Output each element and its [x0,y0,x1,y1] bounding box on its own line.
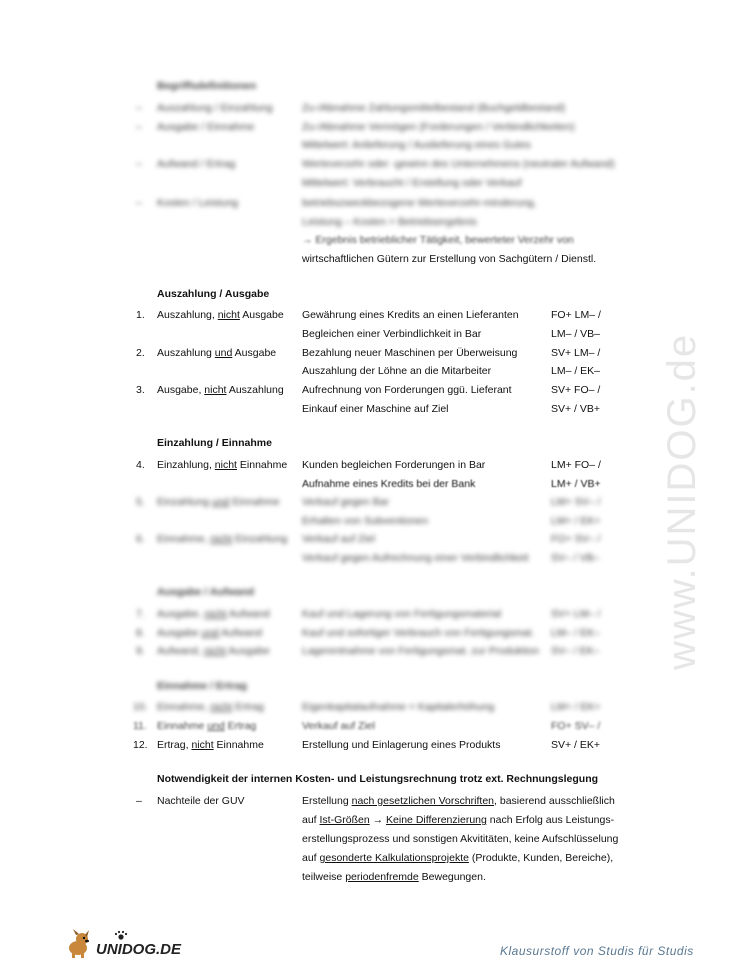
def-desc: Zu-/Abnahme Vermögen (Forderungen / Verbindlichkeiten) [302,121,575,133]
table-row [0,717,750,735]
row-booking: FO+ SV– / [551,720,601,732]
row-term: Einzahlung und Einnahme [157,496,280,508]
def-row [0,194,750,212]
row-example: Kunden begleichen Forderungen in Bar [302,459,486,471]
row-booking: SV+ LM– / [551,608,601,620]
row-term: Einnahme, nicht Einzahlung [157,533,288,545]
table-row [0,736,750,754]
def-desc: wirtschaftlichen Gütern zur Erstellung von Sachgütern / Dienstl. [302,253,597,265]
row-example: Aufrechnung von Forderungen ggü. Lieferant [302,384,512,396]
row-term: Aufwand, nicht Ausgabe [157,645,270,657]
def-row [0,174,750,192]
def-desc: Mittelwert: Anlieferung / Auslieferung eines Gutes [302,139,531,151]
row-number: 7. [136,608,145,620]
def-row [0,99,750,117]
row-number: 3. [136,384,145,396]
row-number: 1. [136,309,145,321]
row-example: Begleichen einer Verbindlichkeit in Bar [302,328,482,340]
row-booking: LM+ / EK+ [551,515,601,527]
row-term: Ausgabe und Aufwand [157,627,263,639]
row-number: 11. [133,720,147,732]
def-dash: – [136,121,142,133]
unidog-logo [66,926,206,960]
row-booking: SV+ LM– / [551,347,601,359]
row-booking: LM+ SV– / [551,496,601,508]
row-example: Kauf und Lagerung von Fertigungsmaterial [302,608,502,620]
row-example: Gewährung eines Kredits an einen Lieferanten [302,309,519,321]
row-term: Auszahlung und Ausgabe [157,347,277,359]
def-dash: – [136,102,142,114]
row-term: Einnahme und Ertrag [157,720,257,732]
row-booking: LM+ / VB+ [551,478,601,490]
row-term: Ertrag, nicht Einnahme [157,739,264,751]
row-example: Verkauf gegen Aufrechnung einer Verbindlichkeit [302,552,529,564]
footer-tagline: Klausurstoff von Studis für Studis [500,944,694,958]
row-number: 6. [136,533,145,545]
row-number: 8. [136,627,145,639]
row-number: 10. [133,701,148,713]
row-dash: – [136,795,142,807]
watermark [580,240,750,700]
row-term: Auszahlung, nicht Ausgabe [157,309,284,321]
def-desc: Zu-/Abnahme Zahlungsmittelbestand (Buchgeldbestand) [302,102,566,114]
section-heading: Notwendigkeit der internen Kosten- und Leistungsrechnung trotz ext. Rechnungslegung [157,773,599,785]
def-dash: – [136,197,142,209]
row-term: Ausgabe, nicht Aufwand [157,608,270,620]
row-example: Verkauf auf Ziel [302,720,375,732]
row-booking: LM– / EK– [551,627,601,639]
defs-heading: Begriffsdefinitionen [157,80,257,92]
dog-icon [69,929,89,958]
logo-text: UNIDOG.DE [96,941,182,958]
watermark-text: www.UNIDOG.de [660,332,704,670]
row-number: 4. [136,459,145,471]
row-number: 12. [133,739,148,751]
row-booking: SV– / EK– [551,645,600,657]
row-booking: FO+ SV– / [551,533,601,545]
row-booking: SV+ / EK+ [551,739,601,751]
row-booking: LM+ / EK+ [551,701,601,713]
def-row [0,118,750,136]
section-heading: Auszahlung / Ausgabe [157,288,270,300]
row-booking: SV+ / VB+ [551,403,601,415]
def-desc: betriebszweckbezogene Werteverzehr-minderung, [302,197,537,209]
gu-paragraph: Erstellung nach gesetzlichen Vorschriften, basierend ausschließlich auf Ist-Größen → Keine Differenzierung nach Erfolg aus Leistungs-erstellungsprozess und sonstigen Akvititäten, keine Aufschlüsselung auf gesonderte Kalkulationsprojekte (Produkte, Kunden, Bereiche), teilweise periodenfremde Bewegungen. [302,795,619,883]
def-desc: Mittelwert: Verbraucht / Erstellung oder Verkauf [302,177,522,189]
row-example: Verkauf gegen Bar [302,496,389,508]
row-example: Lagerentnahme von Fertigungsmat. zur Produktion [302,645,539,657]
row-number: 2. [136,347,145,359]
def-term: Aufwand / Ertrag [157,158,236,170]
row-example: Einkauf einer Maschine auf Ziel [302,403,449,415]
row-term: Einzahlung, nicht Einnahme [157,459,288,471]
row-term: Nachteile der GUV [157,795,245,807]
def-desc: Leistung – Kosten = Betriebsergebnis [302,216,477,228]
row-example: Auszahlung der Löhne an die Mitarbeiter [302,365,492,377]
row-example: Erstellung und Einlagerung eines Produkts [302,739,501,751]
paw-icon [115,931,127,940]
table-row [0,698,750,716]
row-booking: LM– / EK– [551,365,601,377]
section-heading: Einzahlung / Einnahme [157,437,272,449]
row-example: Bezahlung neuer Maschinen per Überweisung [302,347,518,359]
row-term: Ausgabe, nicht Auszahlung [157,384,284,396]
row-example: Verkauf auf Ziel [302,533,375,545]
section-heading: Einnahme / Ertrag [157,680,247,692]
def-term: Ausgabe / Einnahme [157,121,255,133]
section-heading: Ausgabe / Aufwand [157,586,255,598]
row-example: Aufnahme eines Kredits bei der Bank [302,478,476,490]
row-example: Erhalten von Subventionen [302,515,429,527]
row-example: Eigenkapitalaufnahme = Kapitalerhöhung [302,701,495,713]
def-desc: → Ergebnis betrieblicher Tätigkeit, bewerteter Verzehr von [302,234,574,246]
row-term: Einnahme, nicht Ertrag [157,701,264,713]
def-row [0,136,750,154]
def-row [0,213,750,231]
row-booking: SV– / VB– [551,552,600,564]
row-booking: SV+ FO– / [551,384,601,396]
row-number: 9. [136,645,145,657]
def-row [0,155,750,173]
row-booking: LM– / VB– [551,328,601,340]
row-booking: FO+ LM– / [551,309,601,321]
def-term: Kosten / Leistung [157,197,239,209]
row-example: Kauf und sofortiger Verbrauch von Fertigungsmat. [302,627,535,639]
row-booking: LM+ FO– / [551,459,601,471]
def-term: Auszahlung / Einzahlung [157,102,273,114]
def-dash: – [136,158,142,170]
row-number: 5. [136,496,145,508]
def-desc: Werteverzehr oder -gewinn des Unternehmens (neutraler Aufwand) [302,158,615,170]
